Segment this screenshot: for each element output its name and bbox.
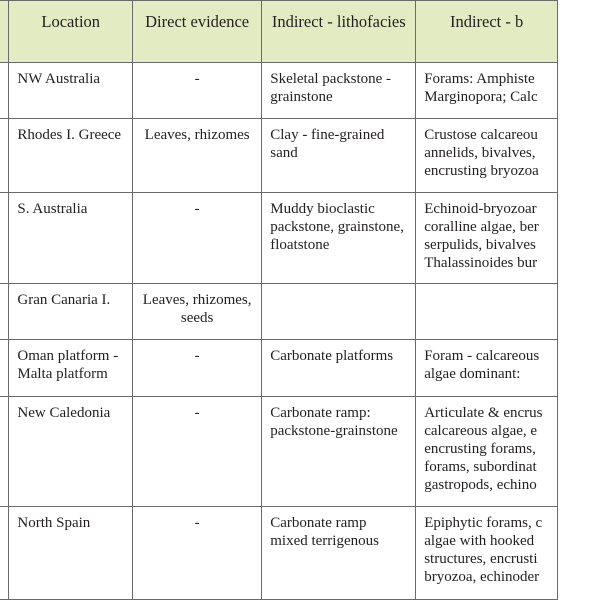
cell-text: serpulids, bivalves (424, 237, 536, 253)
cell-direct-evidence (133, 119, 262, 193)
table-row (0, 340, 558, 397)
cell-text: Crustose calcareou (424, 127, 538, 143)
cell-direct-evidence (133, 193, 262, 284)
cell-type (0, 507, 9, 600)
cell-text: - (194, 405, 200, 421)
header-text: Indirect - b (449, 12, 524, 31)
table-row (0, 397, 558, 507)
cell-location (9, 284, 133, 340)
cell-text: Leaves, rhizomes, (142, 292, 252, 308)
cell-text: Epiphytic forams, c (424, 515, 543, 531)
cell-text: Marginopora; Calc (424, 89, 538, 105)
cell-location (9, 340, 133, 397)
cell-direct-evidence (133, 284, 262, 340)
header-text: Location (41, 12, 101, 31)
cell-text: algae with hooked (424, 533, 535, 549)
cell-text: coralline algae, ber (424, 219, 539, 235)
cell-text: Carbonate platforms (270, 348, 394, 364)
cell-text: Echinoid-bryozoar (424, 201, 537, 217)
cell-indirect-biota (416, 284, 558, 340)
table-row (0, 284, 558, 340)
cell-indirect-lithofacies (262, 193, 416, 284)
cell-text: seeds (180, 310, 214, 326)
header-text: Indirect - (271, 12, 333, 31)
cell-text: Rhodes I. Greece (17, 127, 122, 143)
cell-indirect-biota (416, 397, 558, 507)
cell-type (0, 340, 9, 397)
header-cell-direct-evidence (133, 1, 262, 63)
cell-text: Carbonate ramp: (270, 405, 371, 421)
cell-text: packstone-grainstone (270, 423, 398, 439)
table-row (0, 507, 558, 600)
cell-indirect-lithofacies (262, 507, 416, 600)
header-text: lithofacies (336, 12, 406, 31)
cell-location (9, 119, 133, 193)
table-body (0, 63, 558, 600)
cell-direct-evidence (133, 340, 262, 397)
cell-text: Thalassinoides bur (424, 255, 538, 271)
cell-text: Muddy bioclastic (270, 201, 375, 217)
cell-text: - (194, 348, 200, 364)
cell-text: bryozoa, echinoder (424, 569, 540, 585)
cell-text: gastropods, echino (424, 477, 537, 493)
cell-text: encrusting forams, (424, 441, 536, 457)
cell-location (9, 397, 133, 507)
cell-indirect-lithofacies (262, 63, 416, 119)
header-cell-location (9, 1, 133, 63)
table-row (0, 193, 558, 284)
cell-indirect-biota (416, 119, 558, 193)
cell-direct-evidence (133, 63, 262, 119)
cell-text: encrusting bryozoa (424, 163, 539, 179)
cell-direct-evidence (133, 397, 262, 507)
table-row (0, 119, 558, 193)
cell-type (0, 119, 9, 193)
cell-text: algae dominant: (424, 366, 521, 382)
cell-text: - (194, 515, 200, 531)
cell-text: calcareous algae, e (424, 423, 538, 439)
cell-text: sand (270, 145, 298, 161)
cell-text: NW Australia (17, 71, 101, 87)
cell-location (9, 193, 133, 284)
header-cell-indirect-lithofacies (262, 1, 416, 63)
cell-text: North Spain (17, 515, 91, 531)
cell-type (0, 63, 9, 119)
cell-indirect-biota (416, 507, 558, 600)
cell-text: floatstone (270, 237, 330, 253)
cell-text: packstone, grainstone, (270, 219, 404, 235)
table-row (0, 63, 558, 119)
header-cell-type (0, 1, 9, 63)
cell-text: Malta platform (17, 366, 108, 382)
cell-text: Leaves, rhizomes (144, 127, 250, 143)
cell-indirect-biota (416, 63, 558, 119)
cell-text: forams, subordinat (424, 459, 537, 475)
cell-text: Skeletal packstone - (270, 71, 392, 87)
cell-text: Oman platform - (17, 348, 119, 364)
cell-indirect-biota (416, 193, 558, 284)
cell-text: - (194, 71, 200, 87)
header-text: evidence (190, 12, 250, 31)
cell-text: Articulate & encrus (424, 405, 543, 421)
cell-text: mixed terrigenous (270, 533, 379, 549)
cell-text: grainstone (270, 89, 333, 105)
cell-text: Carbonate ramp (270, 515, 367, 531)
cell-indirect-biota (416, 340, 558, 397)
cell-indirect-lithofacies (262, 397, 416, 507)
header-row (0, 1, 558, 63)
cell-location (9, 63, 133, 119)
cell-text: structures, encrusti (424, 551, 538, 567)
cell-type (0, 193, 9, 284)
cell-indirect-lithofacies (262, 340, 416, 397)
cell-text: Clay - fine-grained (270, 127, 385, 143)
cell-text: Gran Canaria I. (17, 292, 111, 308)
cell-text: - (194, 201, 200, 217)
cell-text: Foram - calcareous (424, 348, 540, 364)
cell-text: New Caledonia (17, 405, 111, 421)
header-cell-indirect-biota (416, 1, 558, 63)
cell-text: S. Australia (17, 201, 88, 217)
header-text: Direct (145, 12, 187, 31)
cell-indirect-lithofacies (262, 119, 416, 193)
cell-text: annelids, bivalves, (424, 145, 536, 161)
cell-direct-evidence (133, 507, 262, 600)
cell-type (0, 284, 9, 340)
cell-location (9, 507, 133, 600)
cell-type (0, 397, 9, 507)
cell-text: Forams: Amphiste (424, 71, 535, 87)
cell-indirect-lithofacies (262, 284, 416, 340)
